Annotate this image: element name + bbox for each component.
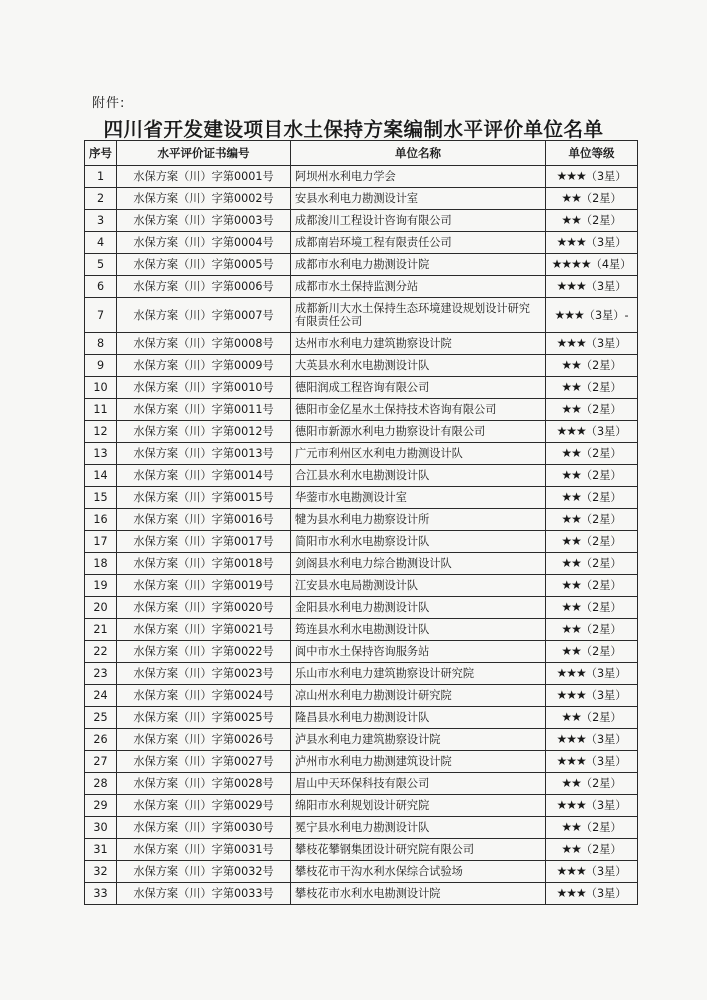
grade-stars-icon: ★★	[561, 842, 581, 856]
row-unit-name: 眉山中天环保科技有限公司	[291, 773, 546, 795]
row-unit-grade	[546, 509, 638, 531]
table-row	[85, 399, 638, 421]
row-number: 22	[85, 641, 117, 663]
row-cert-number: 水保方案（川）字第0022号	[117, 641, 291, 663]
row-unit-name: 成都市水土保持监测分站	[291, 276, 546, 298]
table-header-row	[85, 141, 638, 166]
row-unit-grade	[546, 883, 638, 905]
table-row	[85, 210, 638, 232]
table-row	[85, 355, 638, 377]
row-number: 2	[85, 188, 117, 210]
table-row	[85, 619, 638, 641]
grade-stars-icon: ★★	[561, 820, 581, 834]
row-cert-number: 水保方案（川）字第0023号	[117, 663, 291, 685]
grade-label: （2星）	[580, 645, 622, 658]
grade-label: （3星）	[585, 170, 627, 183]
grade-stars-icon: ★★★	[556, 864, 586, 878]
grade-label: （2星）	[580, 711, 622, 724]
row-number: 3	[85, 210, 117, 232]
table-row	[85, 751, 638, 773]
row-unit-name: 筠连县水利水电勘测设计队	[291, 619, 546, 641]
table-row	[85, 839, 638, 861]
row-cert-number: 水保方案（川）字第0021号	[117, 619, 291, 641]
row-cert-number: 水保方案（川）字第0025号	[117, 707, 291, 729]
table-row	[85, 465, 638, 487]
row-unit-grade	[546, 276, 638, 298]
grade-label: （2星）	[580, 777, 622, 790]
grade-label: （2星）	[580, 192, 622, 205]
row-unit-grade	[546, 839, 638, 861]
page-title: 四川省开发建设项目水土保持方案编制水平评价单位名单	[103, 118, 604, 141]
row-unit-name: 江安县水电局勘测设计队	[291, 575, 546, 597]
grade-stars-icon: ★★	[561, 358, 581, 372]
header-unit-grade: 单位等级	[546, 141, 638, 166]
grade-label: （2星）	[580, 403, 622, 416]
attachment-label: 附件:	[92, 96, 126, 111]
grade-label: （2星）	[580, 557, 622, 570]
row-unit-name: 阆中市水土保持咨询服务站	[291, 641, 546, 663]
grade-label: （2星）	[580, 469, 622, 482]
row-unit-name: 泸州市水利电力勘测建筑设计院	[291, 751, 546, 773]
row-unit-name: 乐山市水利电力建筑勘察设计研究院	[291, 663, 546, 685]
grade-stars-icon: ★★	[561, 468, 581, 482]
row-cert-number: 水保方案（川）字第0005号	[117, 254, 291, 276]
row-unit-name: 凉山州水利电力勘测设计研究院	[291, 685, 546, 707]
row-cert-number: 水保方案（川）字第0008号	[117, 333, 291, 355]
grade-label: （3星）	[585, 887, 627, 900]
row-number: 29	[85, 795, 117, 817]
row-number: 17	[85, 531, 117, 553]
row-unit-name: 合江县水利水电勘测设计队	[291, 465, 546, 487]
grade-label: （2星）	[580, 491, 622, 504]
table-row	[85, 333, 638, 355]
row-number: 14	[85, 465, 117, 487]
grade-label: （2星）	[580, 843, 622, 856]
row-number: 16	[85, 509, 117, 531]
header-seq: 序号	[85, 141, 117, 166]
row-unit-grade	[546, 619, 638, 641]
grade-stars-icon: ★★★	[556, 169, 586, 183]
row-unit-grade	[546, 355, 638, 377]
grade-stars-icon: ★★	[561, 578, 581, 592]
row-number: 7	[85, 298, 117, 333]
row-unit-name: 大英县水利水电勘测设计队	[291, 355, 546, 377]
row-unit-grade	[546, 773, 638, 795]
row-unit-name: 广元市利州区水利电力勘测设计队	[291, 443, 546, 465]
grade-label: （3星）	[585, 337, 627, 350]
grade-label: （2星）	[580, 381, 622, 394]
grade-label: （3星）	[585, 667, 627, 680]
row-unit-grade	[546, 597, 638, 619]
row-number: 18	[85, 553, 117, 575]
row-cert-number: 水保方案（川）字第0016号	[117, 509, 291, 531]
row-cert-number: 水保方案（川）字第0007号	[117, 298, 291, 333]
row-unit-name: 泸县水利电力建筑勘察设计院	[291, 729, 546, 751]
table-row	[85, 861, 638, 883]
row-unit-grade	[546, 421, 638, 443]
row-unit-grade	[546, 166, 638, 188]
row-unit-name: 攀枝花市水利水电勘测设计院	[291, 883, 546, 905]
table-row	[85, 443, 638, 465]
row-unit-grade	[546, 465, 638, 487]
row-unit-grade	[546, 707, 638, 729]
row-unit-grade	[546, 751, 638, 773]
row-number: 27	[85, 751, 117, 773]
row-unit-grade	[546, 399, 638, 421]
row-unit-name: 达州市水利电力建筑勘察设计院	[291, 333, 546, 355]
row-unit-name: 德阳润成工程咨询有限公司	[291, 377, 546, 399]
table-row	[85, 883, 638, 905]
grade-stars-icon: ★★	[561, 380, 581, 394]
row-number: 13	[85, 443, 117, 465]
grade-stars-icon: ★★★★	[551, 257, 591, 271]
grade-stars-icon: ★★	[561, 512, 581, 526]
grade-stars-icon: ★★	[561, 534, 581, 548]
table-row	[85, 685, 638, 707]
row-cert-number: 水保方案（川）字第0004号	[117, 232, 291, 254]
row-unit-name: 成都南岩环境工程有限责任公司	[291, 232, 546, 254]
row-unit-grade	[546, 817, 638, 839]
grade-label: （3星）	[585, 733, 627, 746]
grade-stars-icon: ★★★	[556, 666, 586, 680]
row-number: 9	[85, 355, 117, 377]
grade-stars-icon: ★★	[561, 622, 581, 636]
grade-stars-icon: ★★	[561, 644, 581, 658]
grade-label: （3星）	[585, 236, 627, 249]
row-unit-grade	[546, 377, 638, 399]
row-number: 26	[85, 729, 117, 751]
table-row	[85, 531, 638, 553]
row-unit-name: 成都市水利电力勘测设计院	[291, 254, 546, 276]
grade-stars-icon: ★★★	[556, 798, 586, 812]
table-row	[85, 641, 638, 663]
grade-stars-icon: ★★★	[556, 886, 586, 900]
row-number: 31	[85, 839, 117, 861]
row-unit-grade	[546, 641, 638, 663]
row-cert-number: 水保方案（川）字第0031号	[117, 839, 291, 861]
grade-stars-icon: ★★	[561, 600, 581, 614]
table-row	[85, 817, 638, 839]
row-cert-number: 水保方案（川）字第0020号	[117, 597, 291, 619]
row-number: 28	[85, 773, 117, 795]
grade-stars-icon: ★★	[561, 446, 581, 460]
row-unit-name: 隆昌县水利电力勘测设计队	[291, 707, 546, 729]
grade-label: （2星）	[580, 359, 622, 372]
grade-stars-icon: ★★★	[556, 688, 586, 702]
row-cert-number: 水保方案（川）字第0028号	[117, 773, 291, 795]
row-cert-number: 水保方案（川）字第0001号	[117, 166, 291, 188]
row-unit-grade	[546, 254, 638, 276]
row-unit-name: 简阳市水利水电勘察设计队	[291, 531, 546, 553]
row-unit-grade	[546, 232, 638, 254]
grade-stars-icon: ★★★	[556, 732, 586, 746]
row-unit-grade	[546, 795, 638, 817]
row-number: 5	[85, 254, 117, 276]
grade-stars-icon: ★★	[561, 710, 581, 724]
header-unit-name: 单位名称	[291, 141, 546, 166]
table-row	[85, 773, 638, 795]
table-row	[85, 509, 638, 531]
grade-stars-icon: ★★	[561, 213, 581, 227]
row-unit-grade	[546, 861, 638, 883]
grade-label: （3星）	[585, 755, 627, 768]
table-row	[85, 663, 638, 685]
grade-label: （3星）	[585, 799, 627, 812]
row-number: 30	[85, 817, 117, 839]
row-unit-grade	[546, 333, 638, 355]
row-unit-grade	[546, 487, 638, 509]
row-cert-number: 水保方案（川）字第0009号	[117, 355, 291, 377]
row-number: 10	[85, 377, 117, 399]
row-cert-number: 水保方案（川）字第0018号	[117, 553, 291, 575]
row-unit-grade	[546, 210, 638, 232]
row-unit-name: 德阳市金亿星水土保持技术咨询有限公司	[291, 399, 546, 421]
table-row	[85, 597, 638, 619]
grade-stars-icon: ★★★	[556, 336, 586, 350]
row-number: 15	[85, 487, 117, 509]
table-row	[85, 729, 638, 751]
row-unit-name: 冕宁县水利电力勘测设计队	[291, 817, 546, 839]
grade-stars-icon: ★★	[561, 776, 581, 790]
grade-stars-icon: ★★★	[556, 279, 586, 293]
row-number: 32	[85, 861, 117, 883]
row-cert-number: 水保方案（川）字第0027号	[117, 751, 291, 773]
grade-label: （3星）	[585, 280, 627, 293]
row-unit-grade	[546, 729, 638, 751]
row-unit-grade	[546, 298, 638, 333]
unit-list-table	[84, 140, 638, 905]
row-unit-name: 犍为县水利电力勘察设计所	[291, 509, 546, 531]
row-cert-number: 水保方案（川）字第0029号	[117, 795, 291, 817]
grade-label: （2星）	[580, 821, 622, 834]
row-number: 12	[85, 421, 117, 443]
row-unit-grade	[546, 443, 638, 465]
table-row	[85, 553, 638, 575]
row-number: 20	[85, 597, 117, 619]
row-unit-grade	[546, 531, 638, 553]
row-unit-name: 阿坝州水利电力学会	[291, 166, 546, 188]
row-unit-name: 华蓥市水电勘测设计室	[291, 487, 546, 509]
grade-stars-icon: ★★★	[556, 235, 586, 249]
row-cert-number: 水保方案（川）字第0030号	[117, 817, 291, 839]
row-unit-grade	[546, 575, 638, 597]
row-number: 6	[85, 276, 117, 298]
grade-stars-icon: ★★	[561, 402, 581, 416]
row-cert-number: 水保方案（川）字第0026号	[117, 729, 291, 751]
header-cert-number: 水平评价证书编号	[117, 141, 291, 166]
table-row	[85, 232, 638, 254]
table-row	[85, 575, 638, 597]
row-cert-number: 水保方案（川）字第0006号	[117, 276, 291, 298]
row-unit-name: 攀枝花攀钢集团设计研究院有限公司	[291, 839, 546, 861]
grade-stars-icon: ★★	[561, 556, 581, 570]
table-row	[85, 166, 638, 188]
row-unit-grade	[546, 188, 638, 210]
grade-stars-icon: ★★★	[556, 754, 586, 768]
table-row	[85, 707, 638, 729]
row-cert-number: 水保方案（川）字第0011号	[117, 399, 291, 421]
table-row	[85, 298, 638, 333]
row-unit-name: 成都新川大水土保持生态环境建设规划设计研究有限责任公司	[291, 298, 546, 333]
row-unit-grade	[546, 685, 638, 707]
grade-label: （3星）-	[583, 308, 629, 322]
row-cert-number: 水保方案（川）字第0024号	[117, 685, 291, 707]
grade-stars-icon: ★★★	[556, 424, 586, 438]
grade-stars-icon: ★★	[561, 191, 581, 205]
row-unit-name: 攀枝花市干沟水利水保综合试验场	[291, 861, 546, 883]
row-cert-number: 水保方案（川）字第0003号	[117, 210, 291, 232]
row-unit-name: 安县水利电力勘测设计室	[291, 188, 546, 210]
row-number: 25	[85, 707, 117, 729]
table-row	[85, 254, 638, 276]
grade-label: （2星）	[580, 214, 622, 227]
grade-label: （2星）	[580, 447, 622, 460]
row-unit-name: 成都浚川工程设计咨询有限公司	[291, 210, 546, 232]
row-unit-grade	[546, 553, 638, 575]
row-cert-number: 水保方案（川）字第0013号	[117, 443, 291, 465]
table-row	[85, 421, 638, 443]
grade-label: （2星）	[580, 513, 622, 526]
table-row	[85, 188, 638, 210]
grade-label: （3星）	[585, 689, 627, 702]
table-row	[85, 276, 638, 298]
row-unit-name: 绵阳市水利规划设计研究院	[291, 795, 546, 817]
row-number: 8	[85, 333, 117, 355]
row-cert-number: 水保方案（川）字第0002号	[117, 188, 291, 210]
table-row	[85, 377, 638, 399]
row-cert-number: 水保方案（川）字第0032号	[117, 861, 291, 883]
row-cert-number: 水保方案（川）字第0019号	[117, 575, 291, 597]
row-cert-number: 水保方案（川）字第0014号	[117, 465, 291, 487]
grade-label: （4星）	[590, 258, 632, 271]
grade-stars-icon: ★★	[561, 490, 581, 504]
row-cert-number: 水保方案（川）字第0015号	[117, 487, 291, 509]
row-cert-number: 水保方案（川）字第0012号	[117, 421, 291, 443]
row-unit-name: 德阳市新源水利电力勘察设计有限公司	[291, 421, 546, 443]
table-row	[85, 795, 638, 817]
row-cert-number: 水保方案（川）字第0010号	[117, 377, 291, 399]
row-number: 24	[85, 685, 117, 707]
row-number: 19	[85, 575, 117, 597]
table-row	[85, 487, 638, 509]
row-cert-number: 水保方案（川）字第0033号	[117, 883, 291, 905]
row-number: 1	[85, 166, 117, 188]
grade-label: （2星）	[580, 535, 622, 548]
grade-label: （2星）	[580, 623, 622, 636]
row-number: 33	[85, 883, 117, 905]
grade-label: （3星）	[585, 865, 627, 878]
grade-label: （3星）	[585, 425, 627, 438]
row-number: 11	[85, 399, 117, 421]
row-number: 23	[85, 663, 117, 685]
row-unit-name: 金阳县水利电力勘测设计队	[291, 597, 546, 619]
grade-label: （2星）	[580, 579, 622, 592]
row-unit-name: 剑阁县水利电力综合勘测设计队	[291, 553, 546, 575]
grade-stars-icon: ★★★	[554, 307, 584, 322]
row-unit-grade	[546, 663, 638, 685]
row-cert-number: 水保方案（川）字第0017号	[117, 531, 291, 553]
row-number: 4	[85, 232, 117, 254]
grade-label: （2星）	[580, 601, 622, 614]
row-number: 21	[85, 619, 117, 641]
